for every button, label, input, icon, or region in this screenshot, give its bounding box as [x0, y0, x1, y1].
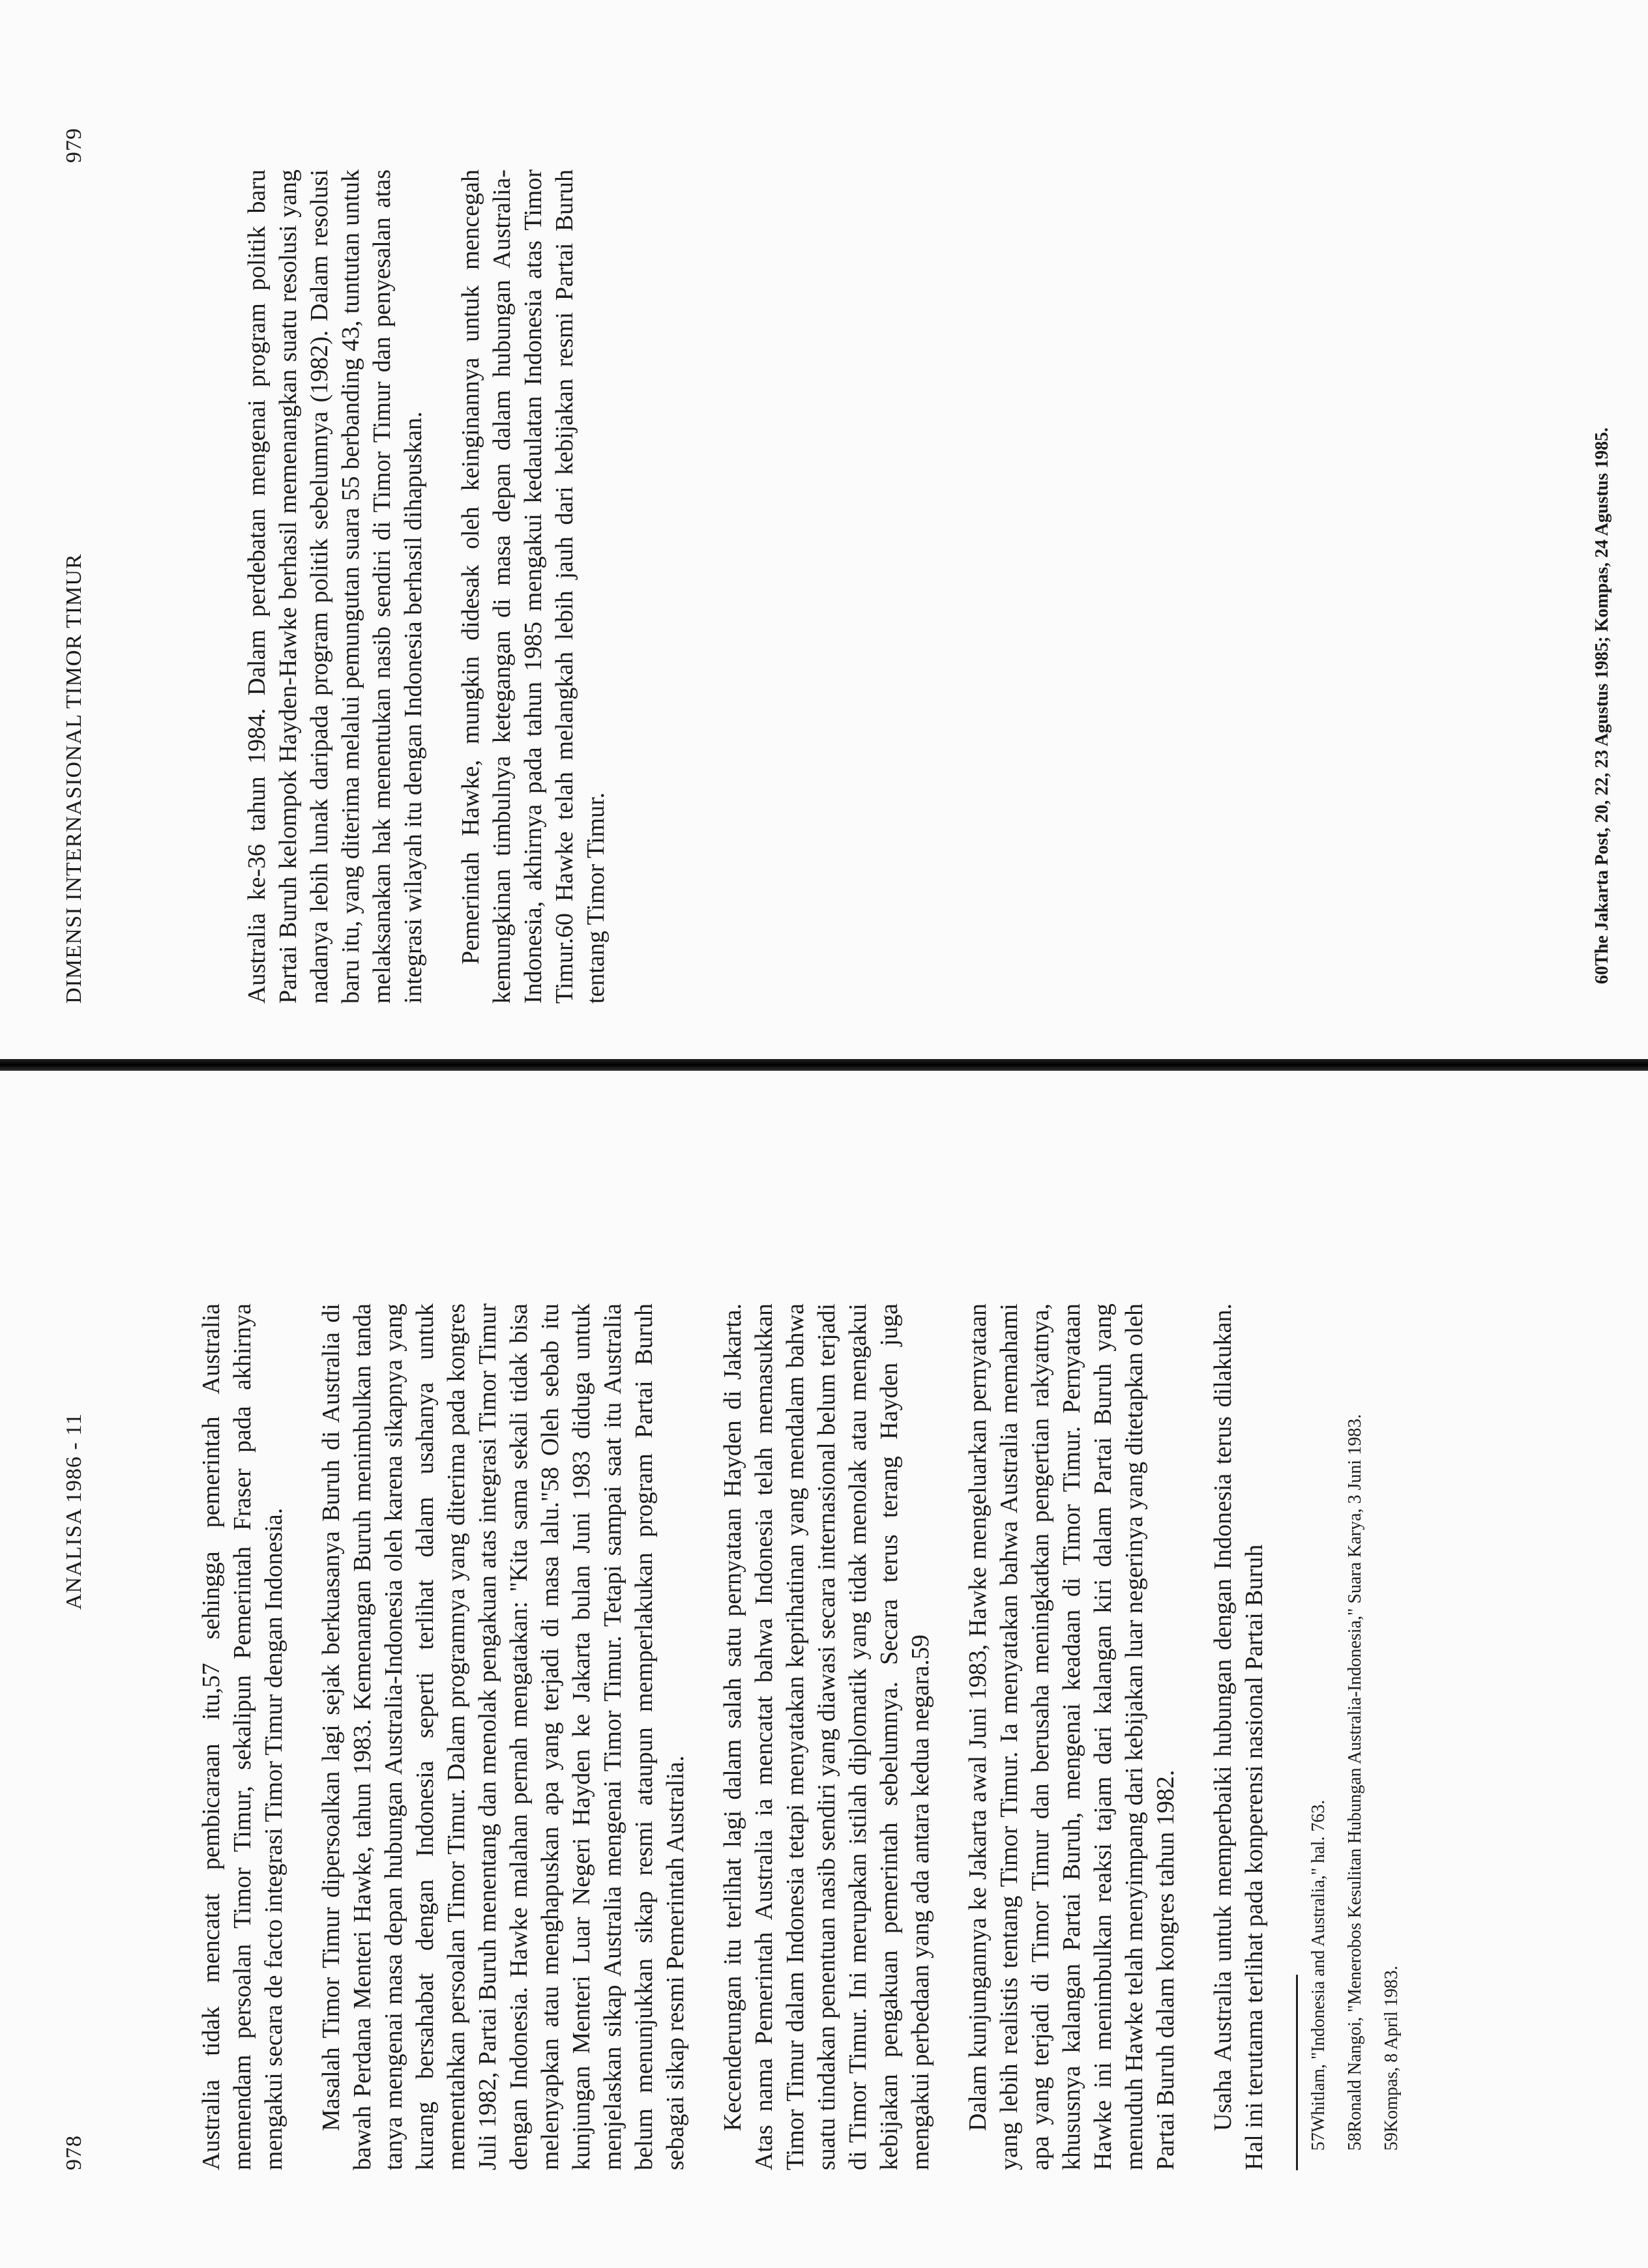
running-title: DIMENSI INTERNASIONAL TIMOR TIMUR	[62, 553, 86, 1004]
footnote: 59Kompas, 8 April 1983.	[1381, 1966, 1402, 2151]
paragraph: Dalam kunjungannya ke Jakarta awal Juni 1983, Hawke mengeluarkan pernyataan yang lebih realistis tentang Timor Timur. Ia menyatakan bahwa Australia memahami apa yang terjadi di Timor Timur dan berusaha meningkatkan pengertian rakyatnya, khususnya kalangan Partai Buruh, mengenai keadaan di Timor Timur. Pernyataan Hawke ini menimbulkan reaksi tajam dari kalangan kiri dalam Partai Buruh yang menuduh Hawke telah menyimpang dari kebijakan luar negerinya yang ditetapkan oleh Partai Buruh dalam kongres tahun 1982.	[964, 1303, 1179, 2170]
page-number: 978	[62, 2135, 86, 2170]
running-title: ANALISA 1986 - 11	[62, 1413, 86, 1610]
paragraph: Pemerintah Hawke, mungkin didesak oleh keinginannya untuk mencegah kemungkinan timbulnya ketegangan di masa depan dalam hubungan Australia-Indonesia, akhirnya pada tahun 1985 mengakui kedaulatan Indonesia atas Timor Timur.60 Hawke telah melangkah lebih jauh dari kebijakan resmi Partai Buruh tentang Timor Timur.	[457, 169, 610, 1004]
footnote: 60The Jakarta Post, 20, 22, 23 Agustus 1985; Kompas, 24 Agustus 1985.	[1592, 427, 1612, 984]
page-number: 979	[62, 128, 86, 163]
right-page	[0, 0, 1648, 1121]
footnote: 58Ronald Nangoi, "Menerobos Kesulitan Hubungan Australia-Indonesia," Suara Karya, 3 Juni 1983.	[1345, 1414, 1365, 2151]
footnote-divider	[1296, 1975, 1298, 2170]
paragraph: Kecenderungan itu terlihat lagi dalam salah satu pernyataan Hayden di Jakarta. Atas nama Pemerintah Australia ia mencatat bahwa Indonesia telah memasukkan Timor Timur dalam Indonesia tetapi menyatakan keprihatinan yang mendalam bahwa suatu tindakan penentuan nasib sendiri yang diawasi secara internasional belum terjadi di Timor Timur. Ini merupakan istilah diplomatik yang tidak menolak atau mengakui kebijakan pengakuan pemerintah sebelumnya. Secara terus terang Hayden juga mengakui perbedaan yang ada antara kedua negara.59	[719, 1303, 934, 2170]
paragraph: Usaha Australia untuk memperbaiki hubungan dengan Indonesia terus dilakukan. Hal ini terutama terlihat pada konperensi nasional Partai Buruh	[1209, 1303, 1268, 2170]
footnote: 57Whitlam, "Indonesia and Australia," hal. 763.	[1308, 1799, 1329, 2151]
footnotes	[1591, 169, 1627, 1004]
paragraph: Masalah Timor Timur dipersoalkan lagi sejak berkuasanya Buruh di Australia di bawah Perdana Menteri Hawke, tahun 1983. Kemenangan Buruh menimbulkan tanda tanya mengenai masa depan hubungan Australia-Indonesia oleh karena sikapnya yang kurang bersahabat dengan Indonesia seperti terlihat dalam usahanya untuk mementahkan persoalan Timor Timur. Dalam programnya yang diterima pada kongres Juli 1982, Partai Buruh menentang dan menolak pengakuan atas integrasi Timor Timur dengan Indonesia. Hawke malahan pernah mengatakan: "Kita sama sekali tidak bisa melenyapkan atau menghapuskan apa yang terjadi di masa lalu."58 Oleh sebab itu kunjungan Menteri Luar Negeri Hayden ke Jakarta bulan Juni 1983 diduga untuk menjelaskan sikap Australia mengenai Timor Timur. Tetapi sampai saat itu Australia belum menunjukkan sikap resmi ataupun memperlakukan program Partai Buruh sebagai sikap resmi Pemerintah Australia.	[317, 1303, 689, 2170]
footnotes	[1307, 1303, 1404, 2170]
paragraph: Australia tidak mencatat pembicaraan itu,57 sehingga pemerintah Australia memendam persoalan Timor Timur, sekalipun Pemerintah Fraser pada akhirnya mengakui secara de facto integrasi Timor Timur dengan Indonesia.	[198, 1303, 287, 2170]
body-text	[241, 169, 638, 1004]
body-text	[196, 1303, 1417, 2170]
left-page	[0, 1160, 1648, 2268]
paragraph: Australia ke-36 tahun 1984. Dalam perdebatan mengenai program politik baru Partai Buruh kelompok Hayden-Hawke berhasil memenangkan suatu resolusi yang nadanya lebih lunak daripada program politik sebelumnya (1982). Dalam resolusi baru itu, yang diterima melalui pemungutan suara 55 berbanding 43, tuntutan untuk melaksanakan hak menentukan nasib sendiri di Timor Timur dan penyesalan atas integrasi wilayah itu dengan Indonesia berhasil dihapuskan.	[243, 169, 427, 1004]
